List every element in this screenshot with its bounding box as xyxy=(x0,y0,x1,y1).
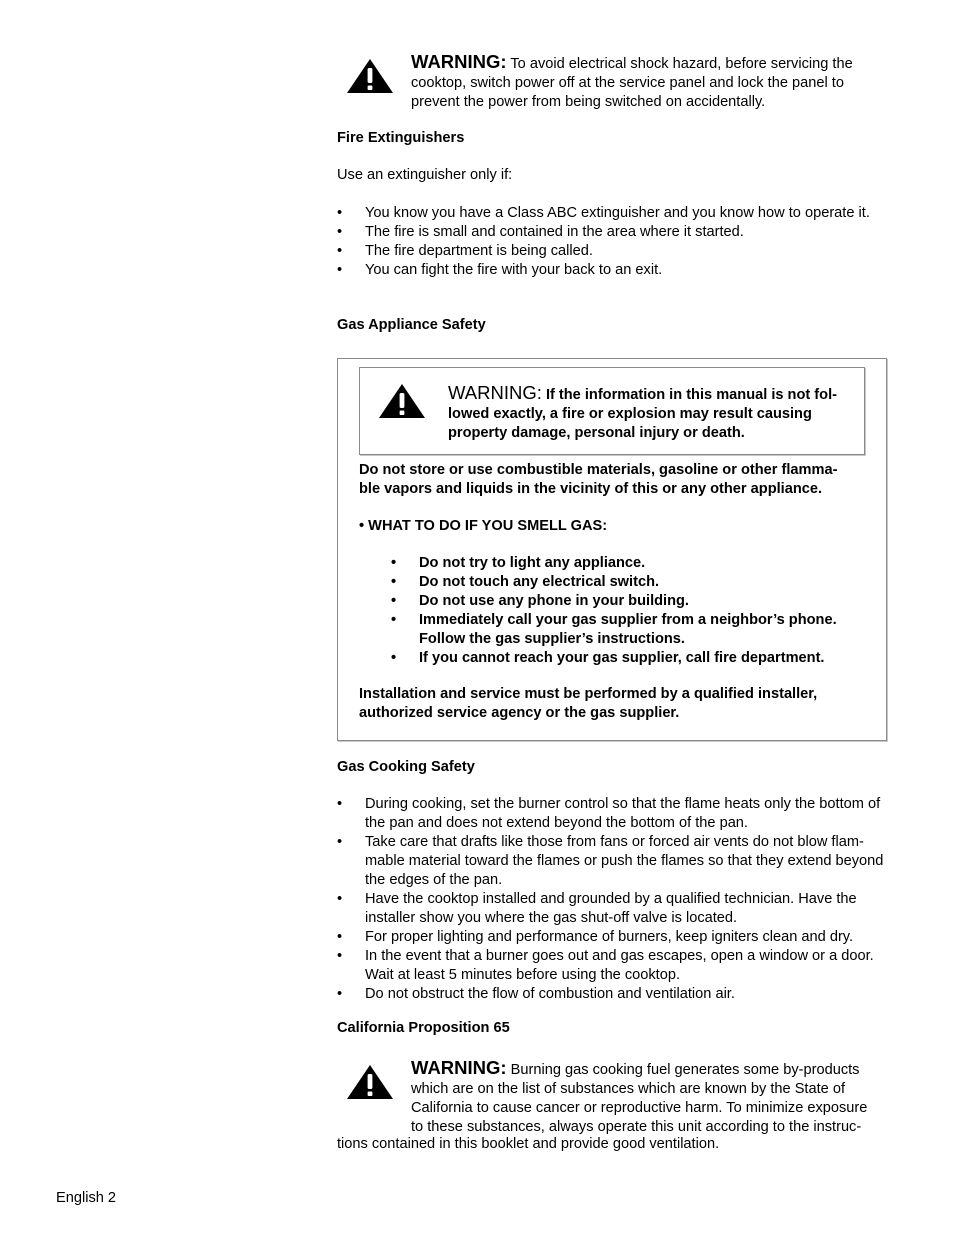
page-number: English 2 xyxy=(56,1190,117,1206)
list-item: • During cooking, set the burner control so that the flame heats only the bottom of the pan and does not extend beyond the bottom of the pan. xyxy=(337,796,881,831)
installation-notice xyxy=(359,685,879,723)
warning-text-line: cooktop, switch power off at the service panel and lock the panel to xyxy=(411,75,844,91)
combustible-notice xyxy=(359,461,879,499)
warning-text-line: which are on the list of substances which are known by the State of xyxy=(411,1081,846,1097)
prop65-warning xyxy=(411,1058,911,1137)
list-item: • Immediately call your gas supplier from a neighbor’s phone. Follow the gas supplier’s instructions. xyxy=(391,612,837,647)
list-item-text: During cooking, set the burner control so that the flame heats only the bottom of the pan and does not extend beyond the bottom of the pan. xyxy=(365,796,881,831)
list-item: • For proper lighting and performance of burners, keep igniters clean and dry. xyxy=(337,929,854,945)
list-item-text: If you cannot reach your gas supplier, call fire department. xyxy=(419,650,825,666)
list-item: • If you cannot reach your gas supplier, call fire department. xyxy=(391,650,825,666)
list-item: • Take care that drafts like those from fans or forced air vents do not blow flam-mable material toward the flames or push the flames so that they extend beyond the edges of the pan. xyxy=(337,834,884,888)
notice-line: Do not store or use combustible materials, gasoline or other flamma- xyxy=(359,462,838,478)
warning-text-line: To avoid electrical shock hazard, before servicing the xyxy=(510,56,853,72)
list-item: • The fire is small and contained in the area where it started. xyxy=(337,224,744,240)
notice-line: Installation and service must be performed by a qualified installer, xyxy=(359,686,818,702)
smell-gas-list xyxy=(359,554,879,668)
list-item-text: You can fight the fire with your back to an exit. xyxy=(365,262,663,278)
list-item: • You can fight the fire with your back to an exit. xyxy=(337,262,663,278)
list-item-text: You know you have a Class ABC extinguisher and you know how to operate it. xyxy=(365,205,870,221)
warning-text-line: California to cause cancer or reproductive harm. To minimize exposure xyxy=(411,1100,868,1116)
warning-label: WARNING: xyxy=(411,1057,507,1078)
list-item: • Do not touch any electrical switch. xyxy=(391,574,660,590)
california-prop65-heading: California Proposition 65 xyxy=(337,1020,510,1036)
list-item-text: Do not obstruct the flow of combustion and ventilation air. xyxy=(365,986,735,1002)
list-item: • You know you have a Class ABC extinguisher and you know how to operate it. xyxy=(337,205,870,221)
list-item-text: Take care that drafts like those from fans or forced air vents do not blow flam-mable material toward the flames or push the flames so that they extend beyond the edges of the pan. xyxy=(365,834,884,888)
list-item-text: Immediately call your gas supplier from a neighbor’s phone. Follow the gas supplier’s instructions. xyxy=(419,612,837,647)
warning-text-line: prevent the power from being switched on accidentally. xyxy=(411,94,766,110)
list-item-text: For proper lighting and performance of burners, keep igniters clean and dry. xyxy=(365,929,854,945)
list-item: • In the event that a burner goes out and gas escapes, open a window or a door. Wait at least 5 minutes before using the cooktop. xyxy=(337,948,874,983)
warning-triangle-icon xyxy=(378,383,426,419)
notice-line: authorized service agency or the gas supplier. xyxy=(359,705,680,721)
list-item: • Do not use any phone in your building. xyxy=(391,593,689,609)
gas-cooking-safety-heading: Gas Cooking Safety xyxy=(337,759,475,775)
list-item-text: The fire is small and contained in the area where it started. xyxy=(365,224,744,240)
warning-triangle-icon xyxy=(346,1064,394,1100)
notice-line: ble vapors and liquids in the vicinity of this or any other appliance. xyxy=(359,481,823,497)
warning-text-line: to these substances, always operate this unit according to the instruc- xyxy=(411,1119,862,1135)
list-item-text: Do not try to light any appliance. xyxy=(419,555,646,571)
fire-intro: Use an extinguisher only if: xyxy=(337,167,513,183)
warning-text-line: lowed exactly, a fire or explosion may result causing xyxy=(448,406,812,422)
list-item: • Do not obstruct the flow of combustion and ventilation air. xyxy=(337,986,735,1002)
list-item-text: In the event that a burner goes out and gas escapes, open a window or a door. Wait at least 5 minutes before using the cooktop. xyxy=(365,948,874,983)
list-item-text: Do not touch any electrical switch. xyxy=(419,574,660,590)
list-item-text: Do not use any phone in your building. xyxy=(419,593,689,609)
cooking-list xyxy=(337,795,897,1004)
list-item: • Do not try to light any appliance. xyxy=(391,555,646,571)
warning-text-line: If the information in this manual is not fol- xyxy=(545,387,837,403)
gas-warning-text xyxy=(448,383,868,443)
warning-label: WARNING: xyxy=(411,51,507,72)
list-item: • The fire department is being called. xyxy=(337,243,593,259)
warning-text-line: property damage, personal injury or death. xyxy=(448,425,745,441)
list-item: • Have the cooktop installed and grounded by a qualified technician. Have the installer show you where the gas shut-off valve is located. xyxy=(337,891,857,926)
smell-gas-heading: • WHAT TO DO IF YOU SMELL GAS: xyxy=(359,518,608,534)
gas-appliance-safety-heading: Gas Appliance Safety xyxy=(337,317,486,333)
fire-extinguishers-heading: Fire Extinguishers xyxy=(337,130,465,146)
prop65-last-line: tions contained in this booklet and provide good ventilation. xyxy=(337,1136,720,1152)
list-item-text: The fire department is being called. xyxy=(365,243,593,259)
warning-label: WARNING: xyxy=(448,382,542,403)
fire-list xyxy=(337,204,897,280)
warning-text-line: Burning gas cooking fuel generates some by-products xyxy=(510,1062,860,1078)
list-item-text: Have the cooktop installed and grounded by a qualified technician. Have the installer show you where the gas shut-off valve is located. xyxy=(365,891,857,926)
warning-electrical-shock xyxy=(411,52,901,112)
warning-triangle-icon xyxy=(346,58,394,94)
